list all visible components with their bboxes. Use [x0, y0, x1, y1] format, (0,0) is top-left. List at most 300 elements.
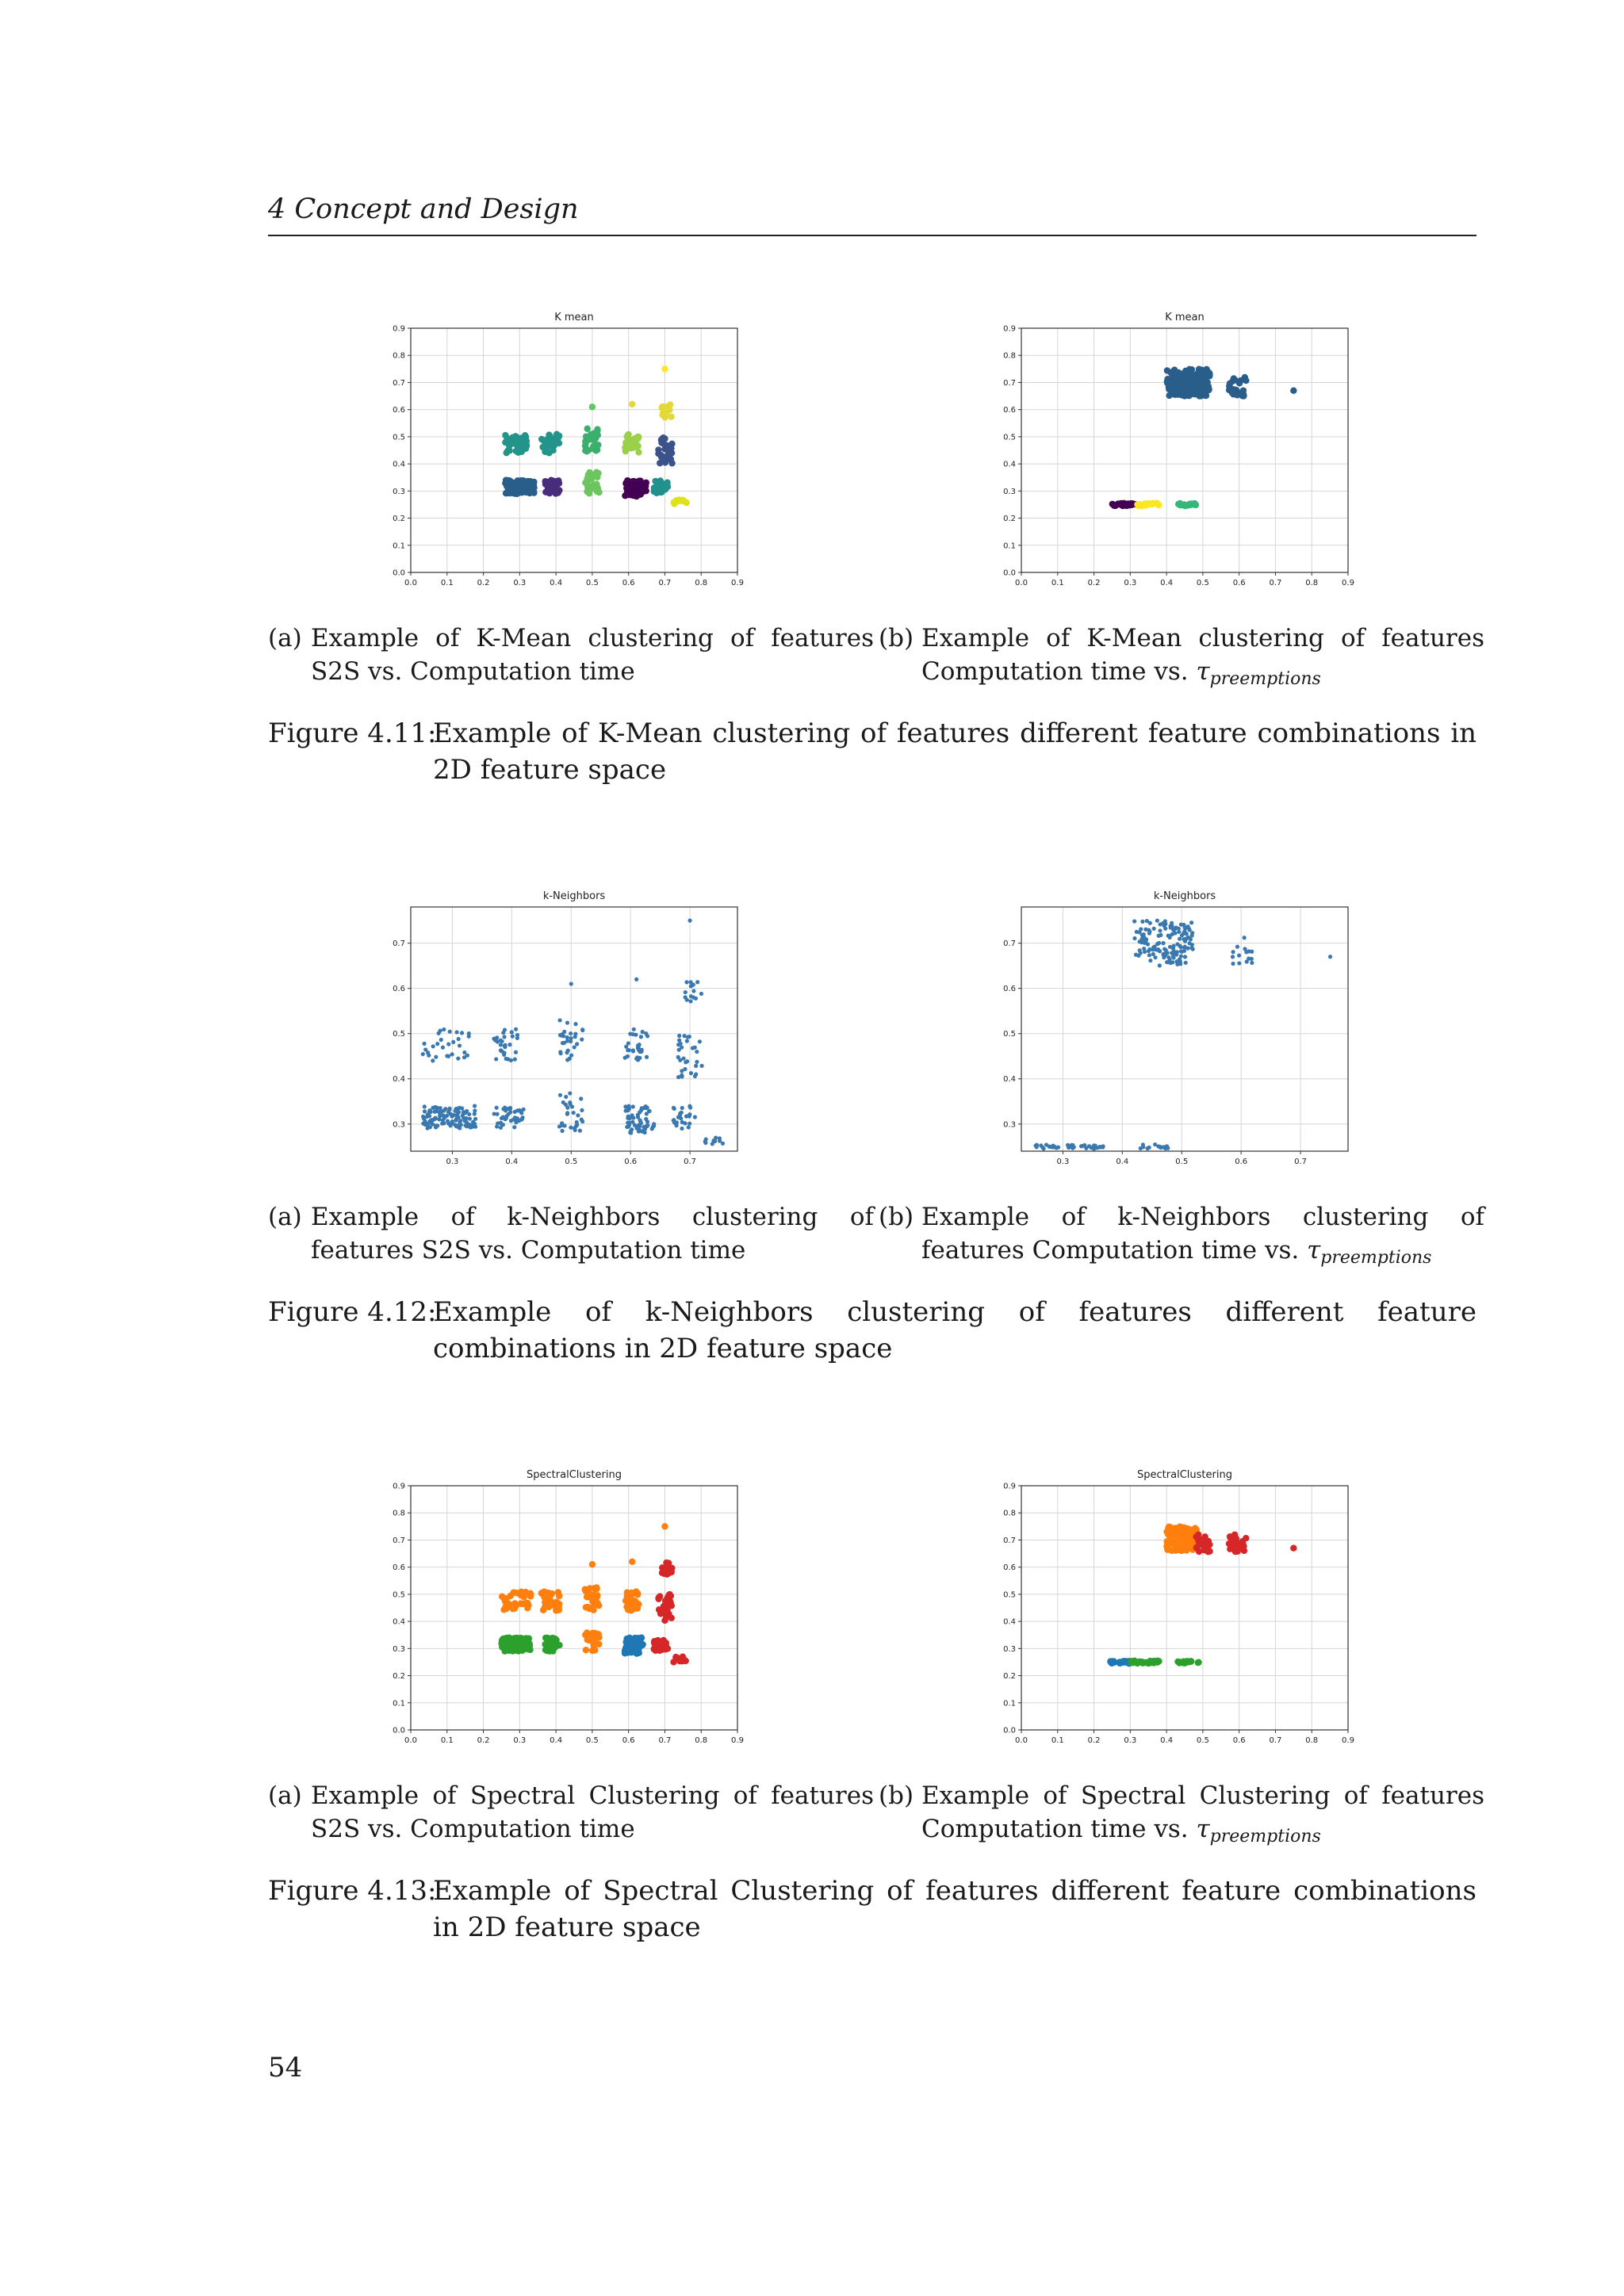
scatter-point — [437, 1117, 441, 1121]
kneighbors-plot-b — [983, 885, 1356, 1170]
tick-label-x: 0.1 — [1051, 579, 1064, 587]
scatter-point — [1239, 392, 1246, 399]
scatter-point — [509, 1058, 513, 1062]
scatter-point — [458, 1043, 462, 1047]
scatter-point — [442, 1027, 446, 1031]
scatter-point — [527, 1640, 533, 1647]
scatter-point — [651, 1638, 657, 1644]
scatter-point — [677, 1039, 681, 1043]
scatter-point — [661, 1523, 668, 1529]
scatter-point — [473, 1112, 477, 1115]
scatter-point — [1154, 1659, 1160, 1665]
scatter-point — [665, 1611, 672, 1617]
scatter-point — [661, 1565, 668, 1571]
scatter-point — [1175, 369, 1182, 376]
scatter-point — [423, 1109, 427, 1113]
scatter-point — [693, 1074, 697, 1078]
scatter-point — [434, 1055, 438, 1059]
scatter-point — [1170, 951, 1174, 955]
tick-label-y: 0.7 — [1003, 1536, 1016, 1545]
scatter-point — [584, 1629, 590, 1636]
scatter-point — [595, 485, 601, 492]
tick-label-x: 0.9 — [1342, 1736, 1354, 1745]
plot-title: k-Neighbors — [1153, 890, 1216, 902]
spectral-plot-a — [373, 1464, 745, 1749]
tick-label-y: 0.0 — [393, 568, 405, 578]
tick-label-x: 0.2 — [477, 579, 490, 587]
scatter-point — [627, 492, 634, 498]
scatter-point — [647, 1109, 651, 1113]
scatter-point — [1166, 1533, 1173, 1539]
data-points — [421, 919, 725, 1146]
scatter-point — [684, 1114, 688, 1118]
tick-label-y: 0.0 — [1003, 568, 1016, 578]
scatter-point — [1158, 922, 1162, 926]
scatter-point — [679, 497, 685, 503]
scatter-point — [443, 1107, 447, 1111]
scatter-point — [1247, 957, 1251, 961]
tick-label-y: 0.9 — [1003, 324, 1016, 334]
scatter-point — [514, 1050, 518, 1054]
scatter-point — [580, 1119, 584, 1123]
data-points — [1107, 1524, 1297, 1667]
scatter-point — [645, 1055, 649, 1059]
scatter-point — [634, 978, 638, 982]
scatter-point — [638, 1110, 642, 1114]
scatter-point — [631, 1104, 635, 1108]
scatter-point — [589, 404, 596, 410]
scatter-point — [502, 432, 508, 438]
scatter-point — [569, 1126, 573, 1130]
kneighbors-plot-a — [373, 885, 745, 1170]
scatter-point — [626, 1105, 630, 1109]
scatter-point — [565, 1111, 569, 1115]
scatter-point — [1175, 942, 1179, 946]
scatter-point — [1231, 950, 1235, 954]
tick-label-y: 0.6 — [1003, 1563, 1016, 1573]
scatter-point — [589, 1561, 596, 1567]
scatter-point — [1072, 1145, 1076, 1149]
scatter-point — [584, 488, 590, 495]
scatter-point — [1041, 1146, 1045, 1150]
scatter-point — [502, 1053, 506, 1057]
scatter-point — [695, 1050, 699, 1054]
scatter-point — [694, 1064, 698, 1068]
scatter-point — [1175, 501, 1182, 507]
scatter-point — [499, 1043, 503, 1047]
scatter-point — [676, 1075, 680, 1079]
header-rule — [268, 235, 1477, 236]
scatter-point — [688, 919, 691, 923]
scatter-point — [665, 1599, 672, 1605]
scatter-point — [1140, 920, 1144, 924]
scatter-point — [555, 1589, 561, 1595]
tick-label-x: 0.8 — [1305, 579, 1319, 587]
tick-label-x: 0.0 — [404, 579, 417, 587]
scatter-point — [634, 493, 640, 499]
scatter-point — [634, 1590, 641, 1597]
scatter-point — [554, 489, 561, 496]
scatter-point — [557, 1018, 561, 1022]
scatter-point — [684, 980, 688, 984]
scatter-point — [631, 1032, 635, 1036]
scatter-point — [629, 1559, 635, 1565]
scatter-point — [1163, 1538, 1170, 1544]
tick-label-x: 0.0 — [404, 1736, 417, 1745]
scatter-point — [1132, 936, 1136, 940]
tick-label-y: 0.2 — [393, 515, 405, 524]
scatter-point — [468, 1117, 472, 1121]
tick-label-x: 0.5 — [1196, 1736, 1209, 1745]
scatter-point — [1202, 392, 1208, 399]
tick-label-x: 0.3 — [513, 1736, 527, 1745]
grid — [411, 1486, 737, 1730]
scatter-point — [509, 1119, 513, 1123]
scatter-point — [1178, 1659, 1184, 1665]
scatter-point — [639, 488, 645, 495]
scatter-point — [584, 426, 590, 432]
scatter-point — [688, 1105, 692, 1109]
scatter-point — [445, 1054, 449, 1058]
scatter-point — [560, 1129, 564, 1133]
plot-frame — [411, 1486, 737, 1730]
scatter-point — [456, 1123, 460, 1127]
scatter-point — [631, 1048, 635, 1052]
scatter-point — [1239, 1540, 1246, 1547]
tick-label-y: 0.4 — [1003, 460, 1016, 469]
grid — [1021, 328, 1348, 572]
tick-label-y: 0.6 — [393, 406, 405, 415]
scatter-point — [1052, 1145, 1056, 1149]
tick-label-x: 0.9 — [731, 579, 744, 587]
scatter-point — [561, 1041, 565, 1045]
scatter-point — [473, 1104, 477, 1108]
scatter-point — [1197, 372, 1204, 378]
scatter-point — [421, 1052, 425, 1056]
scatter-point — [511, 1647, 518, 1654]
scatter-point — [650, 1127, 654, 1131]
tick-label-y: 0.7 — [393, 939, 405, 949]
scatter-point — [580, 1028, 584, 1032]
tick-label-x: 0.9 — [1342, 579, 1354, 587]
scatter-point — [1134, 1660, 1140, 1667]
scatter-point — [635, 1055, 639, 1059]
tick-label-x: 0.8 — [695, 579, 708, 587]
scatter-point — [1158, 963, 1162, 967]
tick-label-y: 0.2 — [393, 1672, 405, 1682]
scatter-point — [638, 1119, 642, 1123]
scatter-point — [1115, 500, 1121, 507]
scatter-point — [511, 1600, 518, 1606]
scatter-point — [573, 1045, 576, 1049]
scatter-point — [473, 1122, 477, 1126]
scatter-point — [554, 478, 561, 484]
tick-label-x: 0.2 — [1087, 1736, 1101, 1745]
scatter-point — [1147, 1146, 1151, 1150]
scatter-point — [1182, 932, 1185, 936]
scatter-point — [1137, 503, 1143, 509]
scatter-point — [687, 1125, 691, 1129]
scatter-point — [634, 1605, 641, 1611]
tick-label-x: 0.6 — [622, 1736, 635, 1745]
scatter-point — [573, 1032, 577, 1036]
scatter-point — [558, 1050, 562, 1054]
tick-label-x: 0.8 — [695, 1736, 708, 1745]
scatter-point — [683, 1067, 687, 1071]
scatter-point — [456, 1110, 460, 1114]
tick-label-y: 0.4 — [393, 1075, 405, 1085]
scatter-point — [454, 1030, 458, 1034]
scatter-point — [628, 1116, 632, 1120]
scatter-point — [679, 1116, 683, 1120]
scatter-point — [446, 1042, 450, 1046]
tick-label-x: 0.2 — [477, 1736, 490, 1745]
scatter-point — [1162, 947, 1166, 951]
scatter-point — [1143, 928, 1147, 932]
scatter-point — [441, 1046, 445, 1050]
scatter-point — [644, 1106, 648, 1110]
scatter-point — [1148, 959, 1152, 962]
tick-label-x: 0.3 — [446, 1158, 459, 1166]
scatter-point — [625, 438, 631, 444]
tick-label-x: 0.4 — [550, 579, 563, 587]
scatter-point — [1164, 378, 1170, 385]
scatter-point — [1250, 961, 1254, 965]
scatter-point — [494, 1057, 498, 1061]
tick-label-x: 0.0 — [1015, 579, 1028, 587]
tick-label-y: 0.6 — [393, 985, 405, 994]
tick-label-y: 0.5 — [393, 1030, 405, 1039]
scatter-point — [1146, 501, 1152, 507]
scatter-point — [462, 1050, 466, 1054]
scatter-point — [672, 1120, 676, 1124]
scatter-point — [1110, 1658, 1116, 1664]
scatter-point — [1181, 501, 1187, 507]
scatter-point — [672, 1106, 676, 1110]
scatter-point — [1166, 392, 1172, 399]
scatter-point — [1155, 919, 1159, 923]
scatter-point — [509, 434, 515, 441]
scatter-point — [645, 1123, 649, 1127]
scatter-point — [445, 1114, 449, 1118]
tick-label-y: 0.1 — [1003, 1699, 1016, 1709]
scatter-point — [1241, 1548, 1247, 1554]
tick-label-y: 0.1 — [1003, 541, 1016, 551]
scatter-point — [1203, 366, 1209, 373]
scatter-point — [622, 480, 629, 486]
scatter-point — [641, 1130, 645, 1134]
scatter-point — [1231, 962, 1235, 966]
grid — [411, 328, 737, 572]
tick-label-x: 0.5 — [585, 1736, 599, 1745]
scatter-point — [515, 1119, 519, 1123]
scatter-point — [1151, 945, 1155, 949]
scatter-point — [576, 1113, 580, 1117]
scatter-point — [503, 1045, 507, 1049]
tick-label-x: 0.3 — [1124, 1736, 1137, 1745]
scatter-point — [1182, 946, 1186, 950]
tick-label-y: 0.1 — [393, 541, 405, 551]
scatter-point — [1235, 945, 1239, 949]
scatter-point — [421, 1115, 425, 1119]
scatter-point — [510, 1030, 514, 1034]
kmean-plot-b — [983, 306, 1356, 591]
scatter-point — [425, 1126, 429, 1130]
scatter-point — [569, 982, 573, 985]
tick-label-y: 0.7 — [393, 378, 405, 388]
tick-label-y: 0.3 — [393, 1120, 405, 1130]
scatter-point — [561, 1100, 565, 1104]
scatter-point — [450, 1052, 454, 1056]
scatter-point — [542, 1635, 549, 1641]
scatter-point — [662, 414, 668, 420]
scatter-point — [590, 1597, 596, 1603]
scatter-point — [507, 1112, 511, 1116]
tick-label-y: 0.3 — [1003, 1644, 1016, 1654]
tick-label-x: 0.3 — [1056, 1158, 1070, 1166]
tick-label-y: 0.8 — [1003, 1509, 1016, 1518]
scatter-point — [1177, 930, 1181, 934]
scatter-point — [1066, 1143, 1070, 1147]
scatter-point — [596, 1631, 602, 1637]
scatter-point — [503, 478, 509, 484]
scatter-point — [458, 1119, 462, 1123]
scatter-point — [1082, 1143, 1086, 1147]
scatter-point — [691, 982, 695, 986]
scatter-point — [636, 1043, 640, 1047]
scatter-point — [718, 1136, 722, 1140]
scatter-point — [686, 1035, 690, 1039]
tick-label-x: 0.4 — [1160, 579, 1174, 587]
scatter-point — [677, 1034, 681, 1038]
plot-title: SpectralClustering — [1137, 1469, 1232, 1481]
scatter-point — [1184, 961, 1188, 965]
scatter-point — [1139, 937, 1143, 941]
scatter-point — [580, 1108, 584, 1112]
scatter-point — [636, 1115, 640, 1119]
scatter-point — [661, 481, 667, 488]
scatter-point — [653, 480, 660, 486]
plot-frame — [411, 328, 737, 572]
running-header — [268, 190, 1477, 238]
scatter-point — [520, 1115, 524, 1119]
scatter-point — [1157, 941, 1161, 945]
tick-label-y: 0.8 — [393, 351, 405, 361]
tick-label-y: 0.0 — [1003, 1726, 1016, 1735]
scatter-point — [594, 427, 600, 434]
scatter-point — [1197, 1540, 1204, 1547]
scatter-point — [1183, 955, 1187, 959]
scatter-point — [455, 1115, 459, 1119]
scatter-point — [1179, 389, 1185, 396]
scatter-point — [560, 1123, 564, 1127]
scatter-point — [653, 1647, 659, 1654]
scatter-point — [641, 1030, 645, 1034]
scatter-point — [431, 1058, 435, 1062]
scatter-point — [500, 1636, 507, 1642]
scatter-point — [685, 1039, 689, 1043]
tick-label-x: 0.2 — [1087, 579, 1101, 587]
scatter-point — [578, 1129, 582, 1133]
scatter-point — [1156, 948, 1160, 952]
scatter-point — [627, 1123, 631, 1127]
scatter-point — [1231, 375, 1237, 381]
scatter-point — [542, 489, 549, 496]
scatter-point — [1190, 943, 1194, 947]
scatter-point — [626, 1054, 630, 1058]
tick-label-y: 0.6 — [1003, 985, 1016, 994]
scatter-point — [1170, 385, 1177, 391]
scatter-point — [511, 1035, 515, 1039]
scatter-point — [663, 1644, 669, 1651]
scatter-point — [500, 1644, 506, 1651]
scatter-point — [579, 1096, 583, 1100]
scatter-point — [680, 1127, 684, 1131]
plot-title: SpectralClustering — [527, 1469, 622, 1481]
scatter-point — [564, 1095, 568, 1099]
scatter-point — [678, 1112, 682, 1115]
scatter-point — [666, 1591, 672, 1598]
scatter-point — [1167, 1525, 1174, 1531]
scatter-point — [439, 1038, 443, 1042]
scatter-point — [1184, 1658, 1190, 1664]
scatter-point — [429, 1118, 433, 1122]
scatter-point — [504, 1595, 510, 1601]
scatter-point — [652, 1122, 656, 1126]
scatter-point — [1148, 921, 1152, 925]
scatter-point — [661, 1605, 668, 1612]
page-number: 54 — [268, 2052, 303, 2084]
scatter-point — [1194, 379, 1201, 385]
scatter-point — [630, 1120, 634, 1124]
scatter-point — [657, 1593, 663, 1599]
scatter-point — [698, 1039, 702, 1043]
scatter-point — [565, 1035, 569, 1039]
scatter-point — [583, 440, 589, 446]
scatter-point — [551, 438, 557, 445]
tick-label-x: 0.9 — [731, 1736, 744, 1745]
tick-label-y: 0.3 — [393, 1644, 405, 1654]
scatter-point — [506, 490, 512, 496]
scatter-point — [1171, 944, 1175, 948]
scatter-point — [645, 1034, 649, 1038]
scatter-point — [633, 438, 639, 445]
scatter-point — [565, 1020, 569, 1024]
tick-label-x: 0.3 — [1124, 579, 1137, 587]
tick-label-x: 0.6 — [1232, 1736, 1246, 1745]
tick-label-y: 0.5 — [1003, 1590, 1016, 1600]
scatter-point — [543, 447, 550, 453]
scatter-point — [1187, 383, 1193, 389]
grid — [1021, 1486, 1348, 1730]
scatter-point — [637, 1126, 641, 1130]
tick-label-x: 0.7 — [658, 579, 672, 587]
scatter-point — [635, 1645, 642, 1651]
scatter-point — [570, 1104, 574, 1108]
scatter-point — [629, 401, 635, 408]
scatter-point — [699, 1064, 703, 1068]
scatter-point — [503, 1106, 507, 1110]
scatter-point — [639, 1050, 643, 1054]
tick-label-x: 0.4 — [550, 1736, 563, 1745]
scatter-point — [1147, 953, 1151, 957]
tick-label-x: 0.4 — [505, 1158, 519, 1166]
scatter-point — [565, 1106, 569, 1110]
scatter-point — [1153, 955, 1157, 959]
scatter-point — [586, 1605, 592, 1612]
scatter-point — [693, 1115, 697, 1119]
scatter-point — [1161, 941, 1165, 945]
